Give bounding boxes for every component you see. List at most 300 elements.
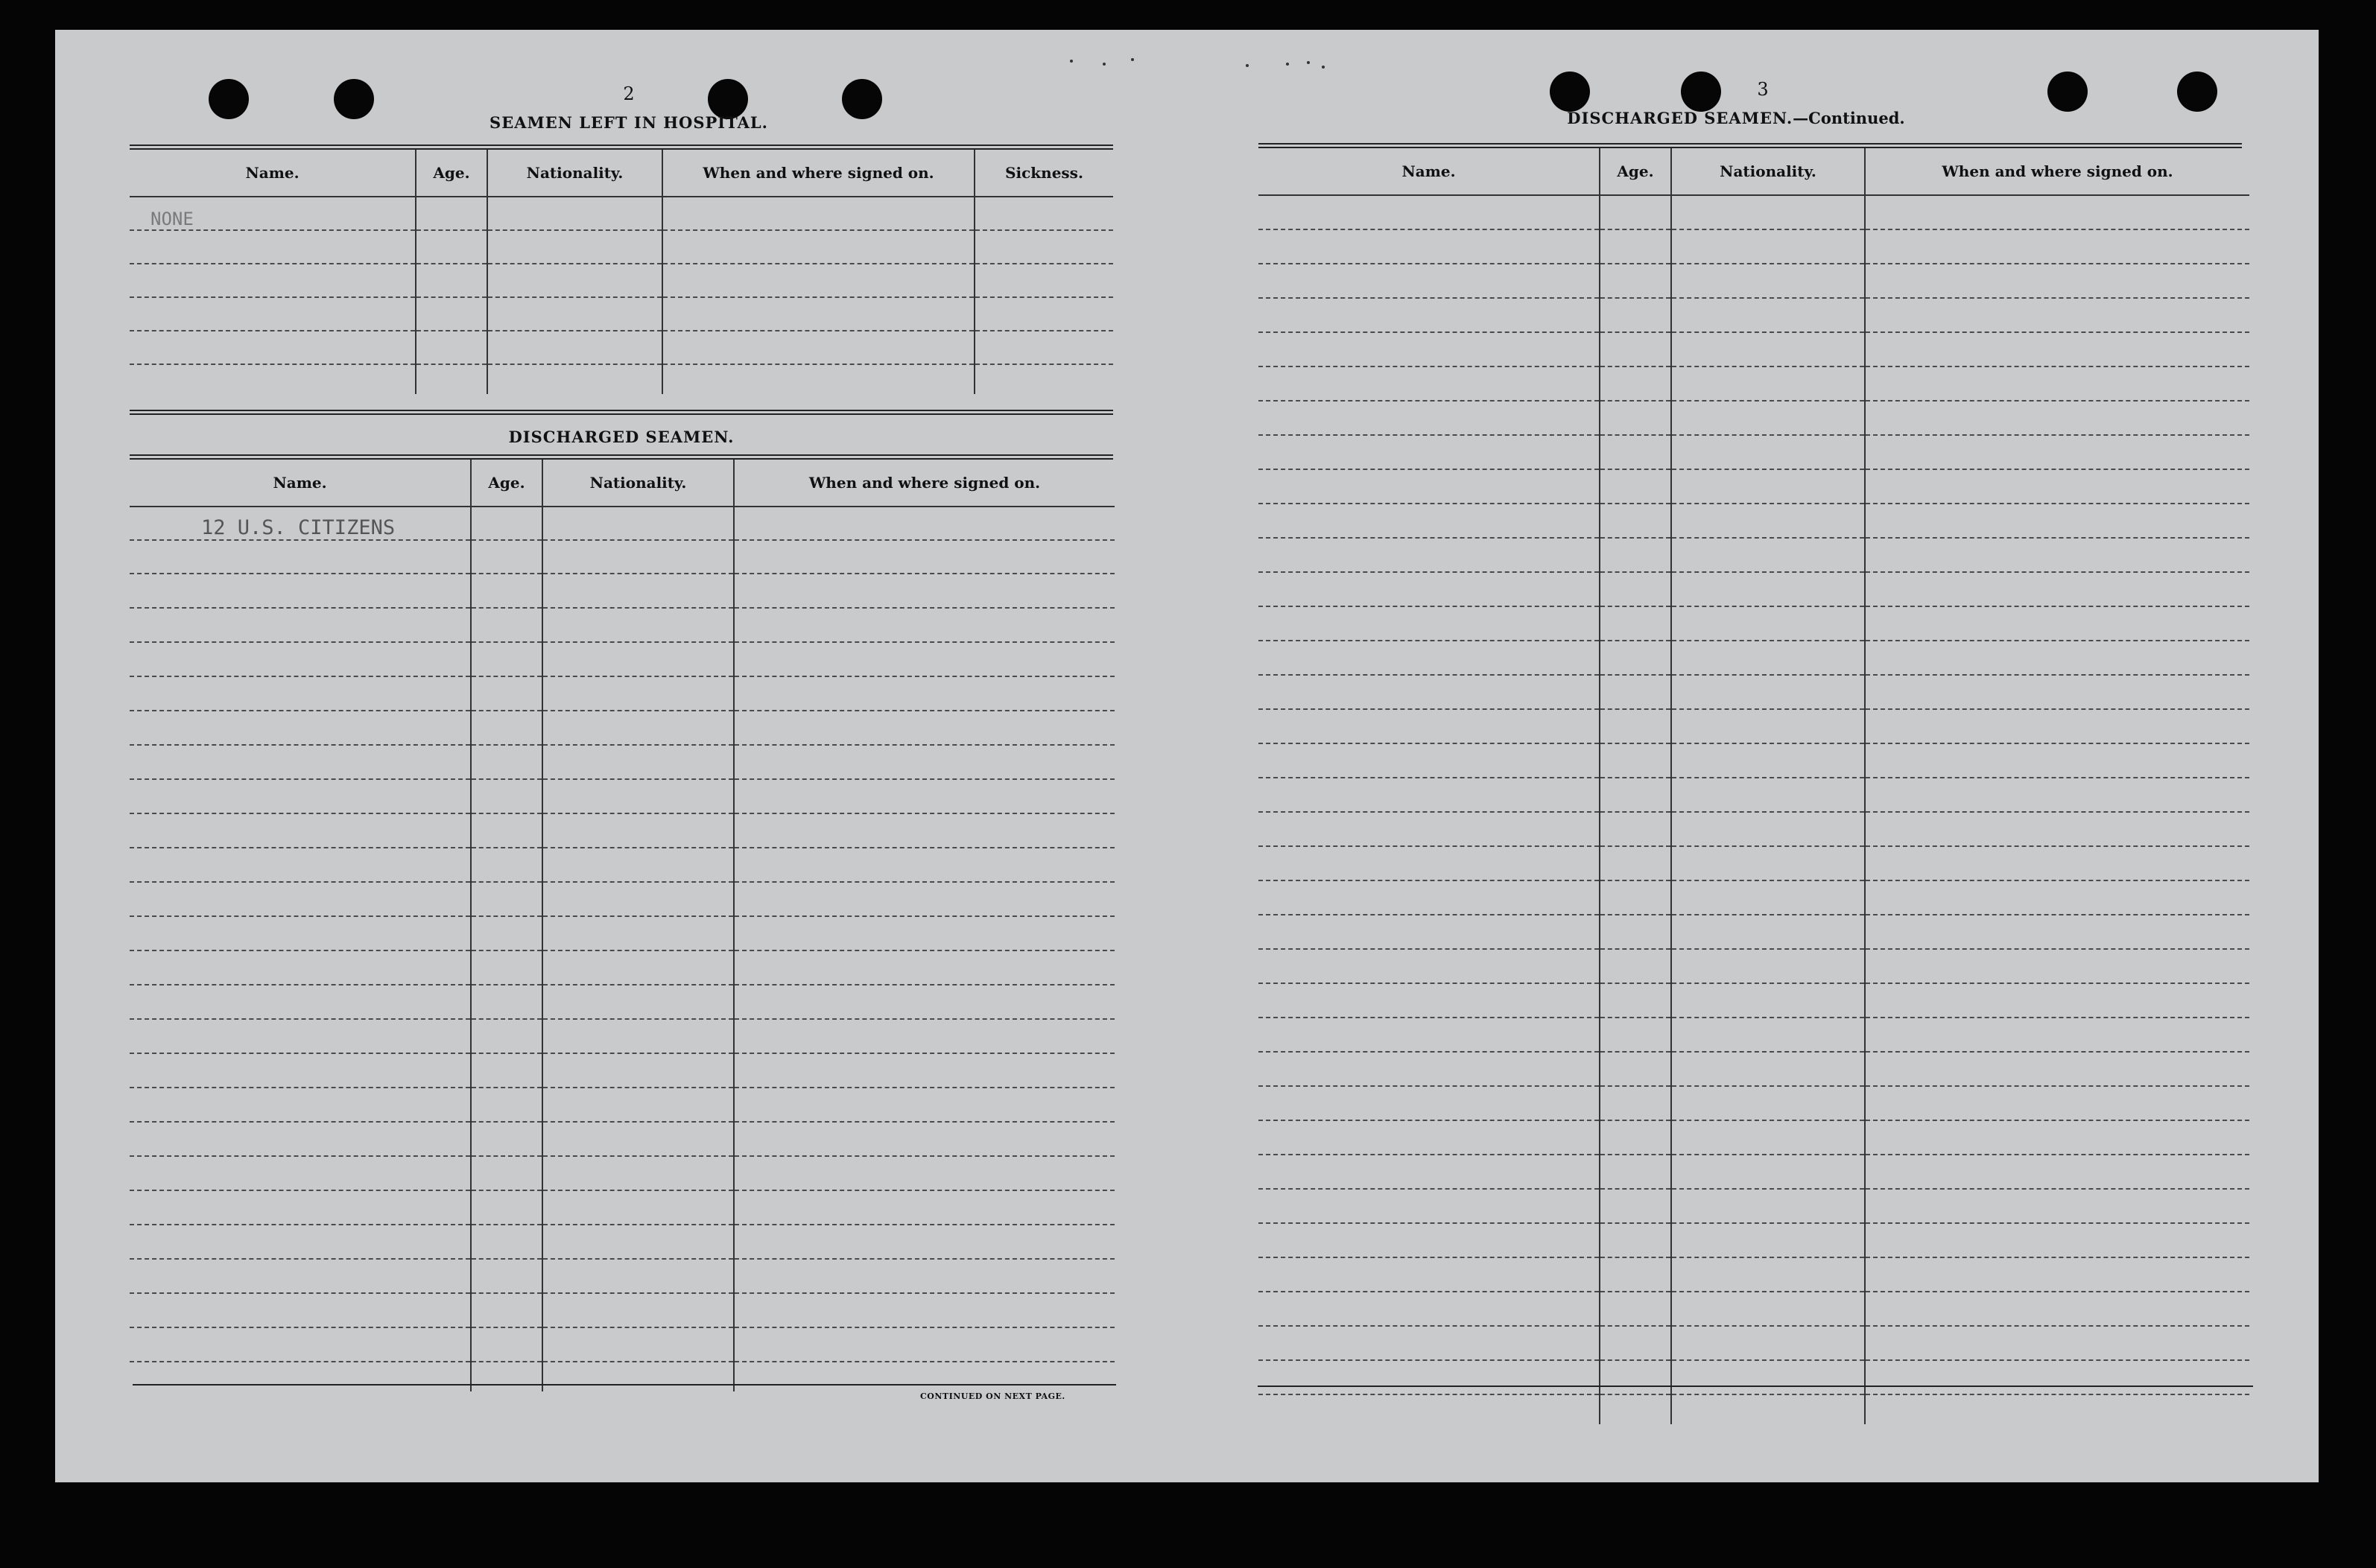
cell xyxy=(1258,1292,1600,1326)
cell xyxy=(130,1362,471,1391)
column-header-nationality: Nationality. xyxy=(1671,148,1865,195)
cell xyxy=(487,230,662,264)
table-row xyxy=(130,676,1115,711)
cell xyxy=(734,985,1115,1019)
table-row xyxy=(1258,880,2249,915)
cell xyxy=(1865,709,2249,743)
cell xyxy=(1671,469,1865,504)
cell xyxy=(734,848,1115,882)
cell xyxy=(975,197,1113,230)
cell xyxy=(1258,264,1600,298)
cell xyxy=(1865,1120,2249,1155)
cell xyxy=(471,1293,542,1327)
cell xyxy=(1258,1257,1600,1292)
cell xyxy=(734,711,1115,745)
cell xyxy=(542,745,734,779)
column-header-name: Name. xyxy=(130,150,416,197)
cell xyxy=(1600,1120,1671,1155)
cell xyxy=(130,264,416,297)
cell xyxy=(487,197,662,230)
cell xyxy=(1258,1326,1600,1360)
cell xyxy=(1600,675,1671,709)
table-row xyxy=(130,882,1115,916)
cell xyxy=(1865,435,2249,469)
cell xyxy=(1865,195,2249,229)
cell xyxy=(542,1293,734,1327)
table-row xyxy=(130,197,1113,230)
cell xyxy=(1671,778,1865,812)
cell xyxy=(130,916,471,950)
cell xyxy=(1671,366,1865,401)
cell xyxy=(1600,1292,1671,1326)
cell xyxy=(1865,332,2249,366)
cell xyxy=(471,916,542,950)
cell xyxy=(1600,504,1671,538)
cell xyxy=(1865,915,2249,949)
cell xyxy=(1865,641,2249,675)
table-row xyxy=(130,1225,1115,1259)
table-row xyxy=(1258,538,2249,572)
right-page xyxy=(1203,30,2319,1482)
cell xyxy=(1671,812,1865,846)
cell xyxy=(1258,846,1600,880)
cell xyxy=(1671,1360,1865,1394)
cell xyxy=(542,882,734,916)
cell xyxy=(975,297,1113,331)
table-row xyxy=(1258,641,2249,675)
column-header-signed-on: When and where signed on. xyxy=(734,460,1115,507)
cell xyxy=(130,230,416,264)
cell xyxy=(734,574,1115,608)
table-row xyxy=(130,1293,1115,1327)
page-number: 2 xyxy=(623,83,635,104)
cell xyxy=(734,1190,1115,1225)
cell xyxy=(130,882,471,916)
column-header-age: Age. xyxy=(416,150,487,197)
cell xyxy=(1671,880,1865,915)
cell xyxy=(1258,469,1600,504)
table-row xyxy=(130,574,1115,608)
table-row xyxy=(130,1259,1115,1293)
cell xyxy=(130,779,471,813)
cell xyxy=(542,1122,734,1156)
cell xyxy=(130,608,471,642)
cell xyxy=(1671,504,1865,538)
cell xyxy=(1671,709,1865,743)
cell xyxy=(975,331,1113,364)
cell xyxy=(1865,538,2249,572)
cell xyxy=(542,1259,734,1293)
cell xyxy=(542,1019,734,1053)
cell xyxy=(1258,1189,1600,1223)
cell xyxy=(1258,915,1600,949)
cell xyxy=(1258,572,1600,606)
cell xyxy=(1671,1223,1865,1257)
cell xyxy=(542,574,734,608)
cell xyxy=(734,916,1115,950)
cell xyxy=(734,813,1115,848)
cell xyxy=(471,1156,542,1190)
double-rule xyxy=(130,410,1113,415)
cell xyxy=(542,813,734,848)
cell xyxy=(1600,435,1671,469)
cell xyxy=(1865,572,2249,606)
table-row xyxy=(1258,332,2249,366)
cell xyxy=(471,1122,542,1156)
cell xyxy=(1258,229,1600,264)
cell xyxy=(1865,880,2249,915)
cell xyxy=(1258,880,1600,915)
cell xyxy=(1671,1155,1865,1189)
cell xyxy=(1600,743,1671,778)
cell xyxy=(1258,366,1600,401)
cell xyxy=(471,779,542,813)
table-row xyxy=(130,1019,1115,1053)
cell xyxy=(1671,983,1865,1018)
cell xyxy=(1865,983,2249,1018)
table-row xyxy=(1258,1326,2249,1360)
cell xyxy=(1671,1086,1865,1120)
cell xyxy=(487,331,662,364)
table-row xyxy=(1258,1257,2249,1292)
cell xyxy=(471,1019,542,1053)
cell xyxy=(1258,949,1600,983)
cell xyxy=(542,1327,734,1362)
cell xyxy=(130,574,471,608)
table-row xyxy=(130,985,1115,1019)
cell xyxy=(1600,298,1671,332)
cell xyxy=(1600,1086,1671,1120)
cell xyxy=(734,950,1115,985)
table-row xyxy=(1258,778,2249,812)
cell xyxy=(1600,846,1671,880)
cell xyxy=(734,1122,1115,1156)
table-row xyxy=(1258,435,2249,469)
table-row xyxy=(130,230,1113,264)
table-row xyxy=(130,364,1113,394)
table-row xyxy=(130,916,1115,950)
cell xyxy=(1865,504,2249,538)
cell xyxy=(130,813,471,848)
cell xyxy=(1258,332,1600,366)
cell xyxy=(1865,1326,2249,1360)
cell xyxy=(1258,641,1600,675)
cell xyxy=(734,745,1115,779)
cell xyxy=(130,331,416,364)
cell xyxy=(1600,641,1671,675)
cell xyxy=(1865,606,2249,641)
cell xyxy=(1671,401,1865,435)
cell xyxy=(130,1156,471,1190)
table-row xyxy=(1258,1120,2249,1155)
cell xyxy=(1258,1394,1600,1424)
cell xyxy=(1671,641,1865,675)
cell xyxy=(1865,1292,2249,1326)
cell xyxy=(471,1327,542,1362)
table-row xyxy=(1258,1052,2249,1086)
cell xyxy=(1258,1086,1600,1120)
table-row xyxy=(130,1122,1115,1156)
cell xyxy=(1671,298,1865,332)
cell xyxy=(734,882,1115,916)
column-header-name: Name. xyxy=(1258,148,1600,195)
cell xyxy=(1865,1394,2249,1424)
discharged-section-heading: DISCHARGED SEAMEN. xyxy=(508,428,735,446)
cell xyxy=(1600,366,1671,401)
table-row xyxy=(130,1190,1115,1225)
cell xyxy=(542,1053,734,1088)
cell xyxy=(471,1225,542,1259)
cell xyxy=(734,507,1115,540)
cell xyxy=(662,230,975,264)
cell xyxy=(734,1362,1115,1391)
cell xyxy=(1865,1018,2249,1052)
cell xyxy=(542,608,734,642)
cell xyxy=(471,1190,542,1225)
cell xyxy=(662,197,975,230)
cell xyxy=(1865,812,2249,846)
discharged-continued-table xyxy=(1258,148,2249,1424)
cell xyxy=(1865,469,2249,504)
cell xyxy=(1600,949,1671,983)
cell xyxy=(1671,538,1865,572)
cell xyxy=(734,540,1115,574)
table-row xyxy=(130,540,1115,574)
cell xyxy=(1671,1018,1865,1052)
cell xyxy=(1865,949,2249,983)
table-row xyxy=(1258,504,2249,538)
cell xyxy=(1671,915,1865,949)
table-row xyxy=(1258,743,2249,778)
cell xyxy=(130,642,471,676)
cell xyxy=(1865,846,2249,880)
cell xyxy=(975,230,1113,264)
bottom-rule xyxy=(1258,1386,2253,1387)
cell xyxy=(1865,366,2249,401)
cell xyxy=(1258,1360,1600,1394)
table-row xyxy=(1258,401,2249,435)
cell xyxy=(1671,846,1865,880)
cell xyxy=(471,574,542,608)
cell xyxy=(662,297,975,331)
cell xyxy=(1258,1018,1600,1052)
cell xyxy=(471,1053,542,1088)
cell xyxy=(1600,1052,1671,1086)
cell xyxy=(734,1019,1115,1053)
cell xyxy=(471,540,542,574)
cell xyxy=(1865,1223,2249,1257)
table-row xyxy=(130,264,1113,297)
cell xyxy=(471,813,542,848)
cell xyxy=(130,1053,471,1088)
table-row xyxy=(1258,606,2249,641)
table-row xyxy=(130,1053,1115,1088)
cell xyxy=(542,916,734,950)
table-row xyxy=(1258,1018,2249,1052)
column-header-nationality: Nationality. xyxy=(487,150,662,197)
column-header-age: Age. xyxy=(471,460,542,507)
double-rule xyxy=(130,454,1113,460)
cell xyxy=(734,1088,1115,1122)
cell xyxy=(542,985,734,1019)
table-row xyxy=(130,507,1115,540)
cell xyxy=(1600,1155,1671,1189)
table-row xyxy=(1258,264,2249,298)
cell xyxy=(1865,298,2249,332)
discharged-table xyxy=(130,460,1115,1391)
cell xyxy=(1258,195,1600,229)
table-row xyxy=(1258,812,2249,846)
cell xyxy=(662,264,975,297)
cell xyxy=(1600,401,1671,435)
cell xyxy=(1258,812,1600,846)
table-row xyxy=(130,779,1115,813)
cell xyxy=(130,1293,471,1327)
cell xyxy=(1671,1394,1865,1424)
cell xyxy=(1671,1052,1865,1086)
table-row xyxy=(1258,1155,2249,1189)
cell xyxy=(1258,538,1600,572)
cell xyxy=(471,848,542,882)
cell xyxy=(487,297,662,331)
cell xyxy=(1600,1018,1671,1052)
cell xyxy=(734,1293,1115,1327)
cell xyxy=(1671,1189,1865,1223)
cell xyxy=(1865,229,2249,264)
cell xyxy=(1258,1223,1600,1257)
cell xyxy=(471,882,542,916)
cell xyxy=(1671,195,1865,229)
cell xyxy=(416,331,487,364)
cell xyxy=(1258,709,1600,743)
cell xyxy=(1258,778,1600,812)
page-number: 3 xyxy=(1757,79,1769,100)
cell xyxy=(416,297,487,331)
table-row xyxy=(1258,1292,2249,1326)
table-row xyxy=(130,608,1115,642)
cell xyxy=(471,950,542,985)
table-row xyxy=(130,711,1115,745)
cell xyxy=(130,540,471,574)
table-row xyxy=(130,297,1113,331)
column-header-nationality: Nationality. xyxy=(542,460,734,507)
cell xyxy=(734,642,1115,676)
cell xyxy=(975,364,1113,394)
cell xyxy=(1258,606,1600,641)
hospital-section-heading: SEAMEN LEFT IN HOSPITAL. xyxy=(490,113,768,132)
cell xyxy=(1600,1223,1671,1257)
cell xyxy=(130,364,416,394)
cell xyxy=(975,264,1113,297)
cell xyxy=(542,1225,734,1259)
heading-suffix: —Continued. xyxy=(1793,109,1905,127)
cell xyxy=(471,1259,542,1293)
cell xyxy=(130,1225,471,1259)
cell xyxy=(1865,1155,2249,1189)
cell xyxy=(1600,915,1671,949)
cell xyxy=(416,197,487,230)
cell xyxy=(1671,332,1865,366)
table-row xyxy=(1258,846,2249,880)
table-row xyxy=(1258,469,2249,504)
table-row xyxy=(1258,298,2249,332)
table-row xyxy=(1258,366,2249,401)
cell xyxy=(1600,538,1671,572)
cell xyxy=(1600,195,1671,229)
table-row xyxy=(1258,1223,2249,1257)
table-row xyxy=(130,1327,1115,1362)
cell xyxy=(662,331,975,364)
column-header-name: Name. xyxy=(130,460,471,507)
cell xyxy=(471,1362,542,1391)
table-row xyxy=(130,745,1115,779)
cell xyxy=(130,1122,471,1156)
table-row xyxy=(1258,1394,2249,1424)
cell xyxy=(1865,1086,2249,1120)
table-row xyxy=(1258,1189,2249,1223)
cell xyxy=(130,848,471,882)
table-row xyxy=(130,1156,1115,1190)
continued-note: CONTINUED ON NEXT PAGE. xyxy=(920,1391,1065,1401)
cell xyxy=(734,608,1115,642)
cell xyxy=(1258,435,1600,469)
cell xyxy=(130,297,416,331)
table-row xyxy=(130,813,1115,848)
cell xyxy=(1258,401,1600,435)
cell xyxy=(734,676,1115,711)
cell xyxy=(1671,229,1865,264)
table-row xyxy=(1258,572,2249,606)
cell xyxy=(1865,401,2249,435)
cell xyxy=(1865,1052,2249,1086)
cell xyxy=(1671,1120,1865,1155)
cell xyxy=(734,1156,1115,1190)
heading-text: DISCHARGED SEAMEN. xyxy=(1567,109,1793,127)
cell xyxy=(542,711,734,745)
cell xyxy=(1600,332,1671,366)
cell xyxy=(1600,880,1671,915)
cell xyxy=(471,608,542,642)
cell xyxy=(130,1019,471,1053)
cell xyxy=(130,985,471,1019)
cell xyxy=(1258,298,1600,332)
cell xyxy=(416,230,487,264)
cell xyxy=(1671,949,1865,983)
cell xyxy=(1671,435,1865,469)
cell xyxy=(1600,264,1671,298)
table-row xyxy=(1258,1360,2249,1394)
entry-name: 12 U.S. CITIZENS xyxy=(130,507,471,540)
cell xyxy=(734,779,1115,813)
cell xyxy=(1258,1155,1600,1189)
cell xyxy=(1600,1360,1671,1394)
cell xyxy=(542,848,734,882)
cell xyxy=(1671,675,1865,709)
cell xyxy=(471,985,542,1019)
cell xyxy=(471,642,542,676)
cell xyxy=(1600,1326,1671,1360)
cell xyxy=(1600,812,1671,846)
cell xyxy=(1865,743,2249,778)
cell xyxy=(471,745,542,779)
cell xyxy=(1600,1394,1671,1424)
cell xyxy=(1865,264,2249,298)
cell xyxy=(1600,709,1671,743)
cell xyxy=(1600,606,1671,641)
table-row xyxy=(130,331,1113,364)
cell xyxy=(130,1259,471,1293)
cell xyxy=(130,1088,471,1122)
